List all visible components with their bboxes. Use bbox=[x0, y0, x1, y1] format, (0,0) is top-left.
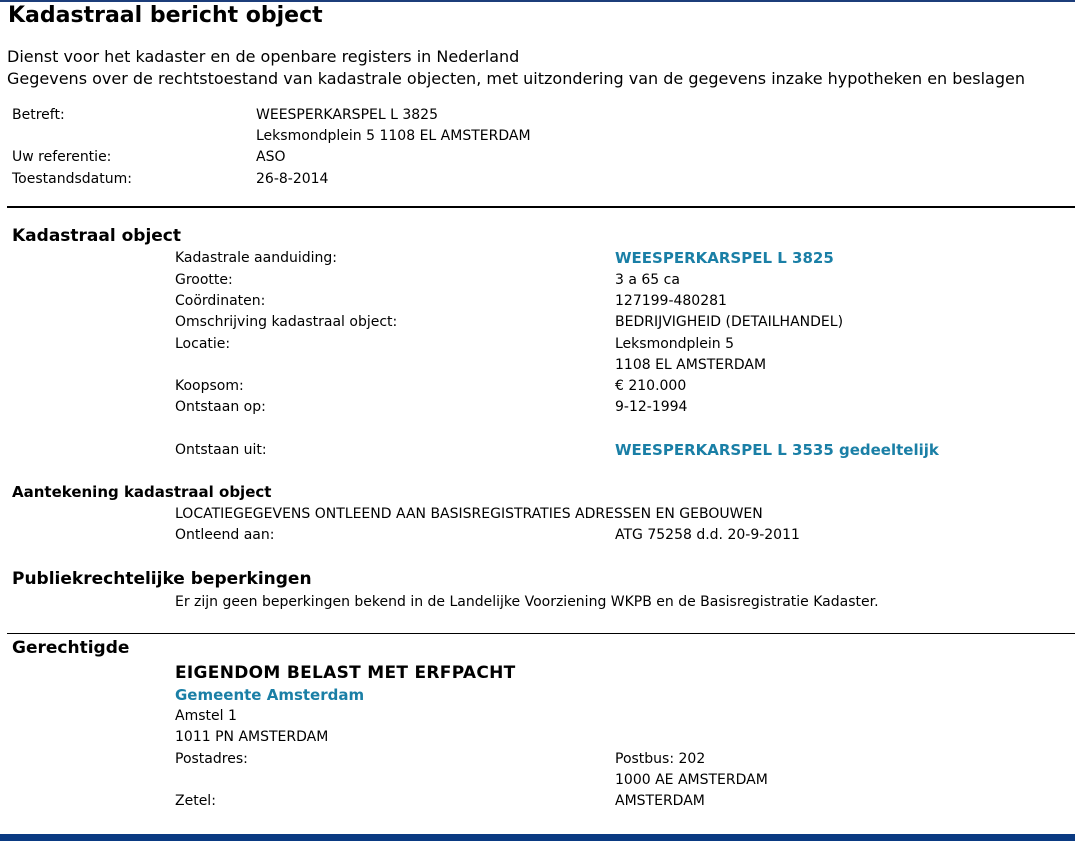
referentie-value: ASO bbox=[256, 149, 286, 165]
divider-2 bbox=[7, 633, 1075, 634]
grootte-label: Grootte: bbox=[175, 272, 233, 288]
aantekening-heading: Aantekening kadastraal object bbox=[12, 483, 272, 501]
bottom-bar bbox=[0, 834, 1075, 841]
gerechtigde-adres-2: 1011 PN AMSTERDAM bbox=[175, 729, 329, 745]
ontleend-label: Ontleend aan: bbox=[175, 527, 275, 543]
zetel-value: AMSTERDAM bbox=[615, 793, 705, 809]
top-border bbox=[0, 0, 1075, 2]
betreft-value-1: WEESPERKARSPEL L 3825 bbox=[256, 107, 438, 123]
publiek-text: Er zijn geen beperkingen bekend in de Landelijke Voorziening WKPB en de Basisregistratie Kadaster. bbox=[175, 594, 879, 610]
coordinaten-value: 127199-480281 bbox=[615, 293, 727, 309]
locatie-value-1: Leksmondplein 5 bbox=[615, 336, 735, 352]
omschrijving-value: BEDRIJVIGHEID (DETAILHANDEL) bbox=[615, 314, 844, 330]
recht-title: EIGENDOM BELAST MET ERFPACHT bbox=[175, 663, 516, 683]
ontstaan-op-value: 9-12-1994 bbox=[615, 399, 688, 415]
publiek-heading: Publiekrechtelijke beperkingen bbox=[12, 569, 312, 589]
ontleend-value: ATG 75258 d.d. 20-9-2011 bbox=[615, 527, 800, 543]
aantekening-text: LOCATIEGEGEVENS ONTLEEND AAN BASISREGISTRATIES ADRESSEN EN GEBOUWEN bbox=[175, 506, 763, 522]
toestandsdatum-value: 26-8-2014 bbox=[256, 171, 329, 187]
postadres-label: Postadres: bbox=[175, 751, 248, 767]
gerechtigde-naam-link[interactable]: Gemeente Amsterdam bbox=[175, 686, 365, 704]
ontstaan-uit-label: Ontstaan uit: bbox=[175, 442, 267, 458]
gerechtigde-heading: Gerechtigde bbox=[12, 638, 130, 658]
referentie-label: Uw referentie: bbox=[12, 149, 112, 165]
locatie-label: Locatie: bbox=[175, 336, 231, 352]
koopsom-value: € 210.000 bbox=[615, 378, 687, 394]
grootte-value: 3 a 65 ca bbox=[615, 272, 680, 288]
coordinaten-label: Coördinaten: bbox=[175, 293, 266, 309]
betreft-label: Betreft: bbox=[12, 107, 65, 123]
postadres-value-1: Postbus: 202 bbox=[615, 751, 706, 767]
omschrijving-label: Omschrijving kadastraal object: bbox=[175, 314, 398, 330]
gerechtigde-adres-1: Amstel 1 bbox=[175, 708, 237, 724]
betreft-value-2: Leksmondplein 5 1108 EL AMSTERDAM bbox=[256, 128, 531, 144]
ontstaan-op-label: Ontstaan op: bbox=[175, 399, 266, 415]
intro-line-1: Dienst voor het kadaster en de openbare registers in Nederland bbox=[7, 47, 520, 66]
kadastraal-object-heading: Kadastraal object bbox=[12, 226, 182, 246]
locatie-value-2: 1108 EL AMSTERDAM bbox=[615, 357, 767, 373]
divider-1 bbox=[7, 206, 1075, 208]
zetel-label: Zetel: bbox=[175, 793, 216, 809]
aanduiding-label: Kadastrale aanduiding: bbox=[175, 250, 337, 266]
koopsom-label: Koopsom: bbox=[175, 378, 244, 394]
intro-line-2: Gegevens over de rechtstoestand van kadastrale objecten, met uitzondering van de gegevens inzake hypotheken en beslagen bbox=[7, 69, 1025, 88]
toestandsdatum-label: Toestandsdatum: bbox=[12, 171, 132, 187]
page-title: Kadastraal bericht object bbox=[8, 3, 323, 28]
ontstaan-uit-link[interactable]: WEESPERKARSPEL L 3535 gedeeltelijk bbox=[615, 441, 939, 459]
postadres-value-2: 1000 AE AMSTERDAM bbox=[615, 772, 768, 788]
aanduiding-link[interactable]: WEESPERKARSPEL L 3825 bbox=[615, 249, 834, 267]
